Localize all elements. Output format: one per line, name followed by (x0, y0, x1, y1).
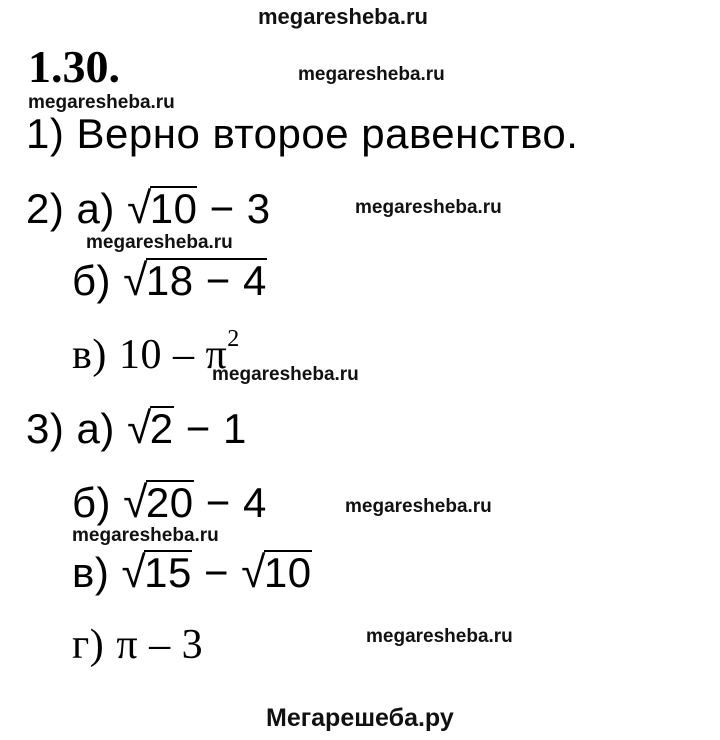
item-label: г) (72, 622, 105, 668)
expression: π – 3 (116, 622, 204, 668)
radicand: 10 (149, 185, 198, 232)
sqrt-expression: √15 (121, 548, 192, 597)
expression-rest: − 1 (173, 405, 247, 452)
item-label: в) (72, 332, 107, 378)
watermark: megaresheba.ru (212, 364, 359, 385)
problem-number: 1.30. (28, 41, 120, 92)
expression-rest: − 3 (197, 185, 271, 232)
radicand: 15 (144, 549, 192, 596)
item-label: а) (76, 185, 115, 232)
sqrt-expression: √2 (127, 404, 174, 453)
radicand: 18 − 4 (145, 257, 267, 304)
answer-2a (26, 184, 271, 234)
part-3-label: 3) (26, 405, 65, 452)
minus-sign: − (191, 549, 242, 596)
radicand: 20 (145, 479, 194, 526)
sqrt-expression: √10 (241, 548, 312, 597)
expression: 10 – π (119, 332, 228, 378)
sqrt-expression: √10 (127, 184, 198, 233)
watermark: megaresheba.ru (86, 232, 233, 253)
item-label: а) (76, 405, 115, 452)
watermark: megaresheba.ru (72, 525, 219, 546)
watermark: megaresheba.ru (28, 92, 175, 113)
exponent: 2 (227, 326, 240, 352)
radicand: 10 (263, 549, 312, 596)
answer-3d (72, 620, 203, 669)
answer-part-1: 1) Верно второе равенство. (26, 110, 579, 157)
watermark: megaresheba.ru (355, 197, 502, 218)
answer-3c (72, 548, 312, 598)
item-label: б) (72, 257, 112, 304)
answer-2b (72, 256, 267, 306)
watermark: megaresheba.ru (366, 626, 513, 647)
radicand: 2 (149, 405, 174, 452)
watermark: megaresheba.ru (345, 496, 492, 517)
sqrt-expression: √18 − 4 (123, 256, 267, 305)
answer-2c (72, 326, 240, 379)
item-label: в) (72, 549, 110, 596)
watermark-top: megaresheba.ru (258, 4, 428, 29)
answer-3a (26, 404, 247, 454)
answer-3b (72, 478, 267, 528)
item-label: б) (72, 479, 112, 526)
watermark: megaresheba.ru (298, 64, 445, 85)
part-2-label: 2) (26, 185, 65, 232)
sqrt-expression: √20 (123, 478, 194, 527)
expression-rest: − 4 (193, 479, 267, 526)
footer-watermark: Мегарешеба.ру (266, 704, 454, 732)
